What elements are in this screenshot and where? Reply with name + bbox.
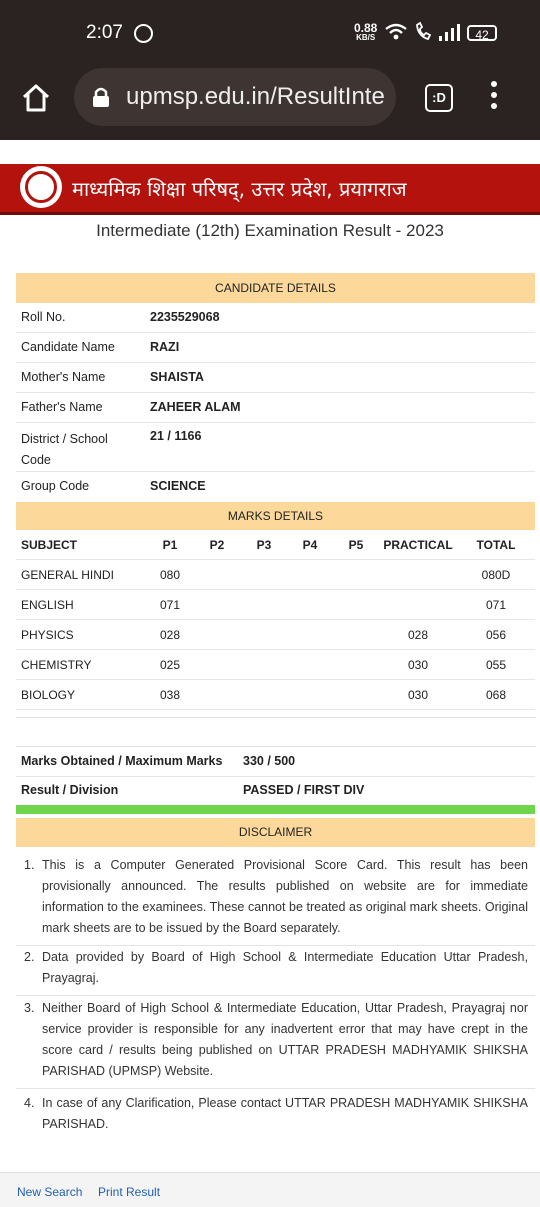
result-division-label: Result / Division	[21, 783, 119, 797]
field-label: Roll No.	[21, 310, 66, 324]
col-p2: P2	[209, 538, 225, 552]
practical-mark: 030	[407, 688, 429, 702]
network-speed	[354, 23, 377, 43]
field-value: 2235529068	[150, 310, 220, 324]
disclaimer-text: In case of any Clarification, Please contact UTTAR PRADESH MADHYAMIK SHIKSHA PARISHAD.	[42, 1096, 528, 1131]
field-value: SHAISTA	[150, 370, 204, 384]
disclaimer-item	[16, 855, 535, 946]
summary-result-row	[16, 777, 535, 805]
url-text[interactable]: upmsp.edu.in/ResultInte	[126, 83, 385, 110]
print-result-link[interactable]: Print Result	[98, 1185, 161, 1199]
subject-name: PHYSICS	[21, 628, 74, 642]
marks-row	[16, 560, 535, 590]
disclaimer-header: DISCLAIMER	[16, 818, 535, 847]
network-speed-value: 0.88	[354, 21, 378, 35]
col-p3: P3	[256, 538, 272, 552]
field-label: Mother's Name	[21, 370, 106, 384]
subject-name: ENGLISH	[21, 598, 74, 612]
total-mark: 071	[485, 598, 507, 612]
disclaimer-text: Data provided by Board of High School & Intermediate Education Uttar Pradesh, Prayagraj.	[42, 950, 528, 985]
browser-toolbar	[0, 66, 540, 140]
marks-obtained-value: 330 / 500	[243, 754, 296, 768]
footer	[0, 1172, 540, 1207]
field-label: Candidate Name	[21, 340, 115, 354]
field-label: Group Code	[21, 479, 90, 493]
field-value: 21 / 1166	[150, 429, 202, 443]
home-icon[interactable]	[20, 83, 52, 113]
disclaimer-number: 3.	[24, 1001, 35, 1015]
p1-mark: 038	[159, 688, 181, 702]
disclaimer-number: 4.	[24, 1096, 35, 1110]
field-value: ZAHEER ALAM	[150, 400, 241, 414]
col-p5: P5	[348, 538, 364, 552]
wifi-icon	[384, 22, 408, 42]
candidate-row-mother	[16, 363, 535, 393]
candidate-details-header: CANDIDATE DETAILS	[16, 273, 535, 303]
candidate-row-district	[16, 423, 535, 472]
col-p1: P1	[162, 538, 178, 552]
field-label: Father's Name	[21, 400, 103, 414]
total-mark: 080D	[481, 568, 511, 582]
result-division-value: PASSED / FIRST DIV	[243, 783, 365, 797]
divider	[16, 717, 536, 718]
field-label: District / School Code	[21, 432, 108, 467]
disclaimer-item	[16, 998, 535, 1089]
marks-obtained-label: Marks Obtained / Maximum Marks	[21, 754, 223, 768]
col-practical: PRACTICAL	[383, 538, 453, 552]
status-time: 2:07	[86, 22, 123, 43]
whatsapp-icon	[134, 24, 153, 43]
candidate-row-roll	[16, 303, 535, 333]
marks-row	[16, 650, 535, 680]
col-subject: SUBJECT	[21, 538, 78, 552]
p1-mark: 071	[159, 598, 181, 612]
disclaimer-text: Neither Board of High School & Intermediate Education, Uttar Pradesh, Prayagraj nor service provider is responsible for any inadvertent error that may have crept in the score card / results being published on UTTAR PRADESH MADHYAMIK SHIKSHA PARISHAD (UPMSP) Website.	[42, 1001, 528, 1078]
total-mark: 056	[485, 628, 507, 642]
disclaimer-number: 2.	[24, 950, 35, 964]
signal-icon	[438, 24, 462, 42]
marks-row	[16, 620, 535, 650]
wifi-calling-icon	[414, 22, 434, 42]
disclaimer-text: This is a Computer Generated Provisional Score Card. This result has been provisionally announced. The results published on website are for immediate information to the examinees. These cannot be treated as original mark sheets. Original mark sheets are to be issued by the Board separately.	[42, 858, 528, 935]
disclaimer-item	[16, 947, 535, 996]
practical-mark: 030	[407, 658, 429, 672]
total-mark: 068	[485, 688, 507, 702]
tab-switcher-button[interactable]: :D	[425, 84, 453, 112]
subject-name: GENERAL HINDI	[21, 568, 114, 582]
col-p4: P4	[302, 538, 318, 552]
col-total: TOTAL	[476, 538, 516, 552]
p1-mark: 080	[159, 568, 181, 582]
summary-marks-row	[16, 747, 535, 777]
subject-name: CHEMISTRY	[21, 658, 92, 672]
candidate-row-name	[16, 333, 535, 363]
marks-row	[16, 680, 535, 710]
new-search-link[interactable]: New Search	[17, 1185, 83, 1199]
battery-icon: 42	[467, 25, 497, 41]
subject-name: BIOLOGY	[21, 688, 76, 702]
page-title: Intermediate (12th) Examination Result - 2023	[96, 221, 444, 240]
field-value: RAZI	[150, 340, 180, 354]
lock-icon[interactable]	[92, 86, 110, 108]
marks-details-header: MARKS DETAILS	[16, 502, 535, 530]
p1-mark: 025	[159, 658, 181, 672]
result-status-bar	[16, 805, 535, 814]
disclaimer-number: 1.	[24, 858, 35, 872]
site-banner	[0, 164, 540, 215]
network-speed-unit: KB/S	[356, 33, 376, 42]
address-bar[interactable]	[74, 68, 396, 126]
upmsp-logo	[20, 166, 62, 208]
disclaimer-item	[16, 1093, 535, 1141]
marks-row	[16, 590, 535, 620]
practical-mark: 028	[407, 628, 429, 642]
more-menu-icon[interactable]	[491, 81, 497, 114]
marks-header-row	[16, 530, 535, 560]
status-bar	[0, 0, 540, 66]
total-mark: 055	[485, 658, 507, 672]
p1-mark: 028	[159, 628, 181, 642]
banner-title: माध्यमिक शिक्षा परिषद्, उत्तर प्रदेश, प्रयागराज	[72, 177, 407, 201]
field-value: SCIENCE	[150, 479, 206, 493]
candidate-row-group	[16, 472, 535, 501]
candidate-row-father	[16, 393, 535, 423]
